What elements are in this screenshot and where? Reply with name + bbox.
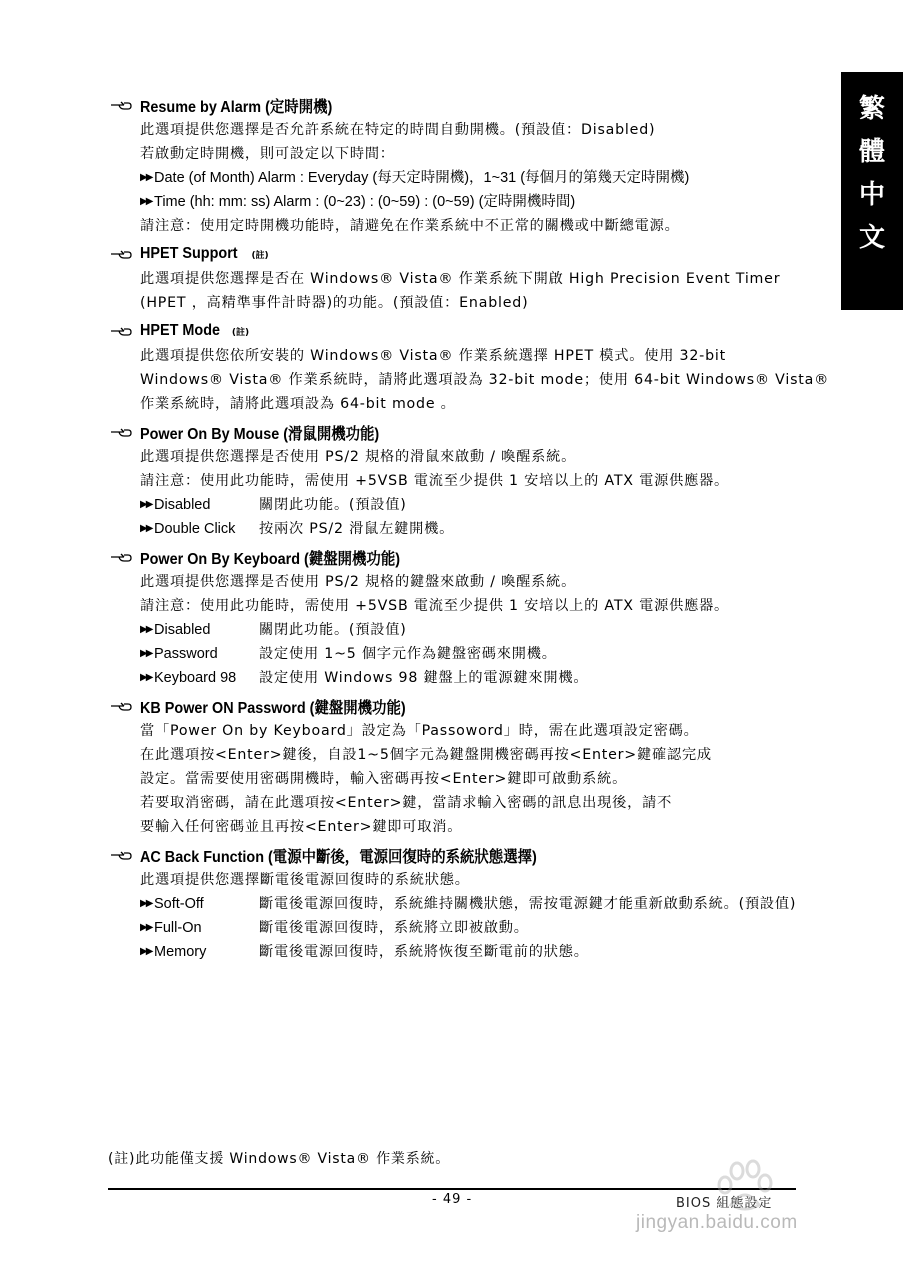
settings-section	[108, 544, 798, 690]
running-head: BIOS 組態設定	[676, 1196, 773, 1211]
option-item	[140, 666, 798, 690]
option-label: Keyboard 98	[154, 670, 237, 686]
section-title: HPET Mode	[140, 322, 221, 339]
section-heading	[108, 241, 798, 267]
body-line: 在此選項按<Enter>鍵後，自設1~5個字元為鍵盤開機密碼再按<Enter>鍵確認完成	[140, 747, 712, 763]
double-arrow-icon: ▶▶	[140, 172, 152, 183]
option-item	[140, 190, 798, 214]
section-title: KB Power ON Password (鍵盤開機功能)	[140, 699, 406, 717]
double-arrow-icon: ▶▶	[140, 946, 152, 957]
baidu-paw-watermark-icon	[645, 1155, 845, 1215]
section-title: Power On By Keyboard (鍵盤開機功能)	[140, 550, 401, 568]
double-arrow-icon: ▶▶	[140, 196, 152, 207]
pointing-hand-icon	[110, 551, 132, 563]
option-label: Double Click	[154, 521, 236, 537]
body-line: 設定。當需要使用密碼開機時，輸入密碼再按<Enter>鍵即可啟動系統。	[140, 771, 628, 787]
footnote: (註)此功能僅支援 Windows® Vista® 作業系統。	[108, 1151, 451, 1167]
pointing-hand-icon	[110, 426, 132, 438]
section-title: Resume by Alarm (定時開機)	[140, 98, 333, 116]
option-item	[140, 916, 798, 940]
language-side-tab	[841, 72, 903, 310]
section-body	[140, 868, 798, 964]
option-label: Date (of Month) Alarm : Everyday (每天定時開機)，1~31 (每個月的第幾天定時開機)	[154, 170, 690, 186]
option-description: 設定使用 Windows 98 鍵盤上的電源鍵來開機。	[259, 670, 589, 686]
body-line: 若啟動定時開機，則可設定以下時間：	[140, 146, 395, 162]
section-body	[140, 719, 798, 839]
double-arrow-icon: ▶▶	[140, 922, 152, 933]
pointing-hand-icon	[110, 99, 132, 111]
double-arrow-icon: ▶▶	[140, 898, 152, 909]
pointing-hand-icon	[110, 325, 132, 337]
section-title: HPET Support	[140, 245, 238, 262]
body-line: 若要取消密碼，請在此選項按<Enter>鍵，當請求輸入密碼的訊息出現後，請不	[140, 795, 673, 811]
section-heading	[108, 318, 798, 344]
footnote-mark: (註)	[231, 327, 250, 338]
option-label: Disabled	[154, 622, 211, 638]
option-description: 設定使用 1~5 個字元作為鍵盤密碼來開機。	[259, 646, 557, 662]
section-title: AC Back Function (電源中斷後，電源回復時的系統狀態選擇)	[140, 848, 537, 866]
body-line: 請注意：使用此功能時，需使用 +5VSB 電流至少提供 1 安培以上的 ATX 電源供應器。	[140, 598, 730, 614]
section-body	[140, 118, 798, 238]
page-number: - 49 -	[432, 1192, 473, 1207]
body-line: 此選項提供您選擇是否使用 PS/2 規格的滑鼠來啟動 / 喚醒系統。	[140, 449, 577, 465]
settings-section	[108, 842, 798, 964]
double-arrow-icon: ▶▶	[140, 523, 152, 534]
option-label: Soft-Off	[154, 896, 204, 912]
option-description: 斷電後電源回復時，系統將恢復至斷電前的狀態。	[259, 944, 589, 960]
side-tab-char: 文	[858, 223, 885, 253]
option-label: Time (hh: mm: ss) Alarm : (0~23) : (0~59) : (0~59) (定時開機時間)	[154, 194, 576, 210]
option-description: 關閉此功能。(預設值)	[259, 622, 407, 638]
body-line: 此選項提供您選擇是否使用 PS/2 規格的鍵盤來啟動 / 喚醒系統。	[140, 574, 577, 590]
watermark-url: jingyan.baidu.com	[636, 1212, 798, 1233]
option-description: 關閉此功能。(預設值)	[259, 497, 407, 513]
option-label: Full-On	[154, 920, 202, 936]
option-item	[140, 166, 798, 190]
section-heading	[108, 92, 798, 118]
section-title: Power On By Mouse (滑鼠開機功能)	[140, 425, 380, 443]
page-content	[108, 92, 830, 967]
body-line: (HPET ，高精準事件計時器)的功能。(預設值：Enabled)	[140, 295, 529, 311]
section-body	[140, 267, 798, 315]
side-tab-char: 繁	[858, 94, 885, 124]
section-body	[140, 570, 798, 690]
section-body	[140, 445, 798, 541]
settings-section	[108, 92, 798, 238]
double-arrow-icon: ▶▶	[140, 624, 152, 635]
settings-section	[108, 693, 798, 839]
section-heading	[108, 693, 798, 719]
option-item	[140, 493, 798, 517]
body-line: 此選項提供您選擇斷電後電源回復時的系統狀態。	[140, 872, 470, 888]
option-description: 按兩次 PS/2 滑鼠左鍵開機。	[259, 521, 455, 537]
option-label: Password	[154, 646, 218, 662]
body-line: 此選項提供您選擇是否允許系統在特定的時間自動開機。(預設值：Disabled)	[140, 122, 656, 138]
body-line: 此選項提供您選擇是否在 Windows® Vista® 作業系統下開啟 High Precision Event Timer	[140, 271, 781, 287]
pointing-hand-icon	[110, 700, 132, 712]
section-heading	[108, 842, 798, 868]
option-description: 斷電後電源回復時，系統維持關機狀態，需按電源鍵才能重新啟動系統。(預設值)	[259, 896, 797, 912]
option-item	[140, 618, 798, 642]
body-line: 此選項提供您依所安裝的 Windows® Vista® 作業系統選擇 HPET 模式。使用 32-bit	[140, 348, 727, 364]
body-line: 請注意：使用定時開機功能時，請避免在作業系統中不正常的關機或中斷總電源。	[140, 218, 680, 234]
option-description: 斷電後電源回復時，系統將立即被啟動。	[259, 920, 529, 936]
body-line: 當「Power On by Keyboard」設定為「Passoword」時，需在此選項設定密碼。	[140, 723, 699, 739]
double-arrow-icon: ▶▶	[140, 672, 152, 683]
settings-section	[108, 318, 830, 416]
option-label: Memory	[154, 944, 207, 960]
body-line: 要輸入任何密碼並且再按<Enter>鍵即可取消。	[140, 819, 463, 835]
double-arrow-icon: ▶▶	[140, 648, 152, 659]
option-item	[140, 517, 798, 541]
option-label: Disabled	[154, 497, 211, 513]
option-item	[140, 642, 798, 666]
section-heading	[108, 419, 798, 445]
body-line: 作業系統時，請將此選項設為 64-bit mode 。	[140, 396, 456, 412]
double-arrow-icon: ▶▶	[140, 499, 152, 510]
pointing-hand-icon	[110, 849, 132, 861]
section-heading	[108, 544, 798, 570]
body-line: 請注意：使用此功能時，需使用 +5VSB 電流至少提供 1 安培以上的 ATX 電源供應器。	[140, 473, 730, 489]
footnote-mark: (註)	[251, 250, 269, 261]
option-item	[140, 940, 798, 964]
section-body	[140, 344, 830, 416]
settings-section	[108, 419, 798, 541]
body-line: Windows® Vista® 作業系統時，請將此選項設為 32-bit mode；使用 64-bit Windows® Vista®	[140, 372, 830, 388]
settings-section	[108, 241, 798, 315]
side-tab-char: 體	[858, 137, 885, 167]
pointing-hand-icon	[110, 248, 132, 260]
side-tab-char: 中	[858, 180, 885, 210]
option-item	[140, 892, 798, 916]
